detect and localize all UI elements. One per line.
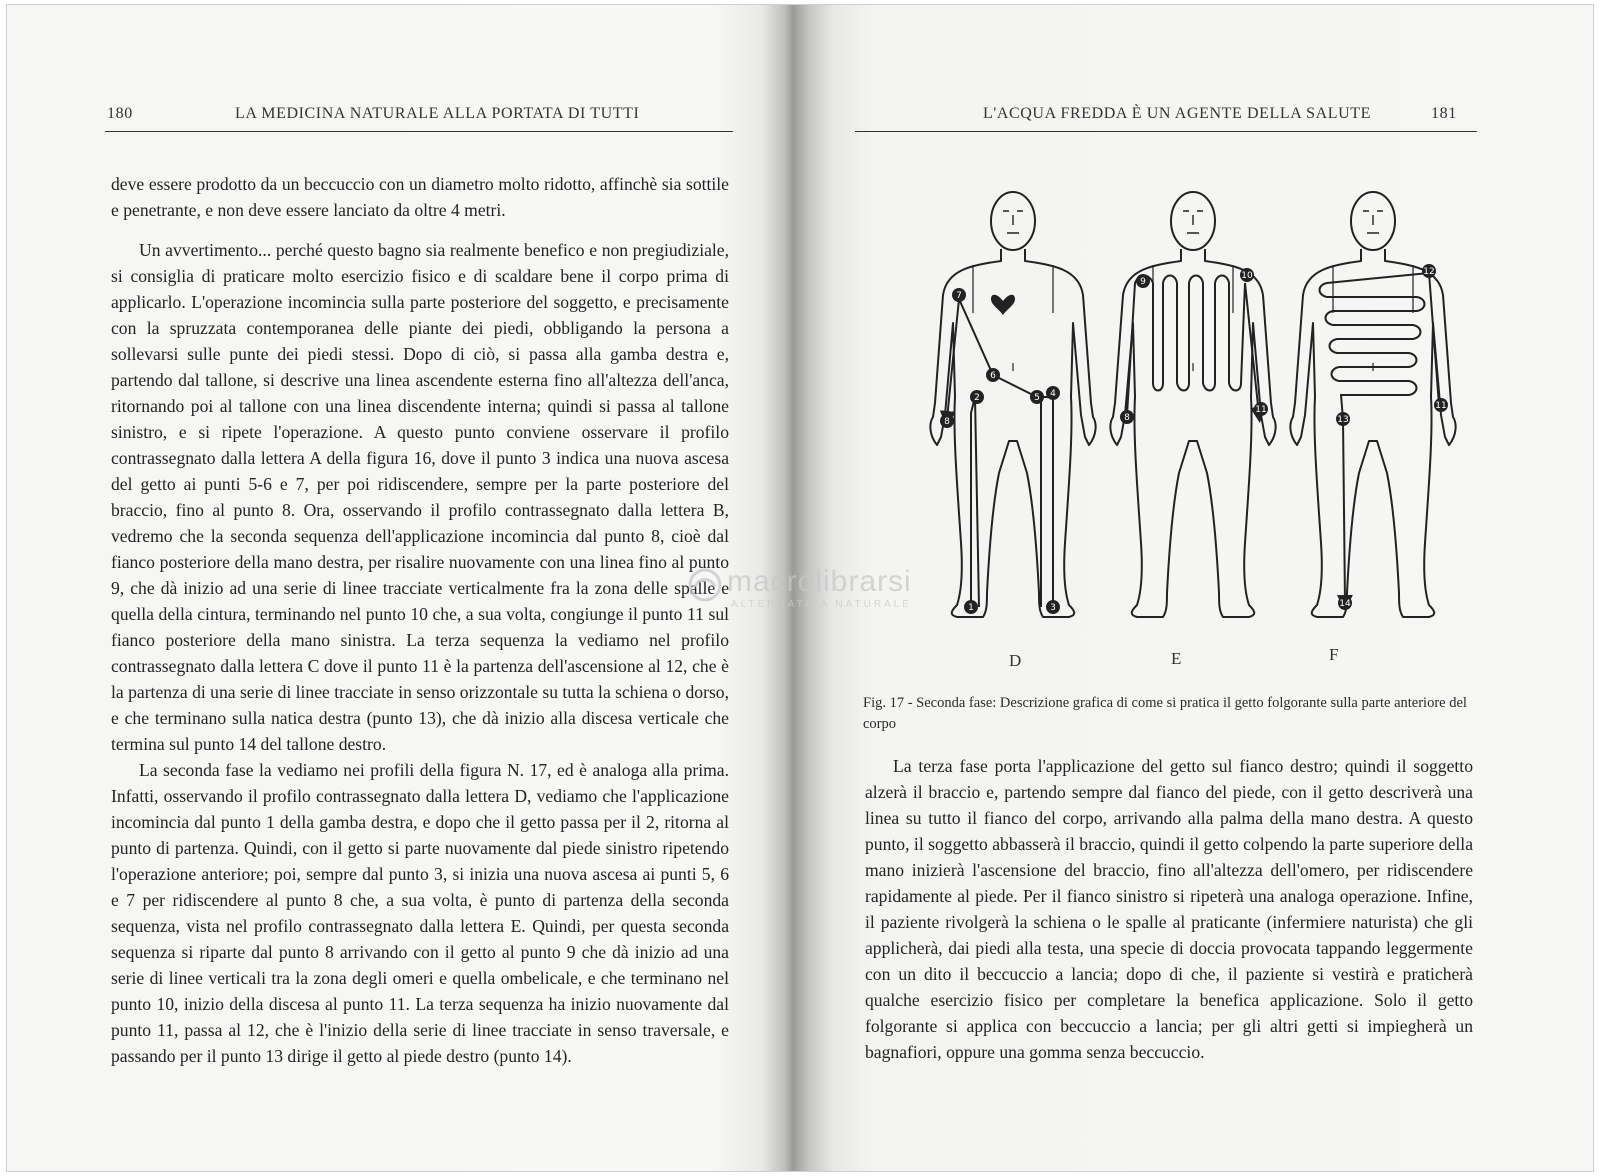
figure-letter-d: D xyxy=(1009,651,1022,670)
left-page xyxy=(7,5,793,1171)
watermark-name: macrolibrarsi xyxy=(727,565,912,598)
body-text-left xyxy=(111,171,729,1069)
page-number-right: 181 xyxy=(1431,105,1457,122)
body-diagram-figure xyxy=(923,183,1463,633)
panel-f-body xyxy=(1290,192,1455,617)
point-label: 8 xyxy=(1124,413,1130,423)
paragraph: La terza fase porta l'applicazione del getto sul fianco destro; quindi il soggetto alzerà il braccio e, partendo sempre dal fianco del piede, con il getto descriverà una linea su tutto il fianco del corpo, arrivando alla palma della mano destra. A questo punto, il soggetto abbasserà il braccio, quindi il getto colpendo la parte superiore della mano inizierà l'ascensione del braccio, fino all'altezza dell'omero, per ridiscendere rapidamente al piede. Per il fianco sinistro si ripeterà una analoga operazione. Infine, il paziente rivolgerà la schiena o le spalle al praticante (infermiere naturista) che gli applicherà, dai piedi alla testa, una specie di doccia provocata tappando leggermente con un dito il beccuccio a lancia; dopo di che, il paziente si vestirà e praticherà qualche esercizio fisico per completare la benefica applicazione. Solo il getto folgorante si applica con beccuccio a lancia; per gli altri getti si impiegherà un bagnafiori, oppure una gomma senza beccuccio. xyxy=(865,756,1473,1062)
body-text-right xyxy=(865,753,1473,1065)
point-label: 1 xyxy=(968,603,974,613)
point-label: 11 xyxy=(1435,401,1447,411)
paragraph: La seconda fase la vediamo nei profili della figura N. 17, ed è analoga alla prima. Infatti, osservando il profilo contrassegnato dalla lettera D, vediamo che l'applicazione incomincia dal punto 1 della gamba destra, e dopo che il getto passa per il 2, ritorna al punto di partenza. Quindi, con il getto si parte nuovamente dal piede sinistro ripetendo l'operazione anteriore; poi, sempre dal punto 3, si inizia una nuova ascesa ai punti 5, 6 e 7 per ridiscendere al punto 8 che, a sua volta, è punto di partenza della seconda sequenza, vista nel profilo contrassegnato dalla lettera E. Quindi, per questa seconda sequenza si riparte dal punto 8 arrivando con il getto al punto 9 che dà inizio ad una serie di linee verticali tra la zona degli omeri e quella ombelicale, e che terminano nel punto 10, inizio della discesa al punto 11. La terza sequenza ha inizio nuovamente dal punto 11, passa al 12, che è l'inizio della serie di linee tracciate in senso traversale, e passando per il punto 13 dirige il getto al piede destro (punto 14). xyxy=(111,760,729,1066)
watermark-tagline: ALTERNATIVA NATURALE xyxy=(731,599,912,610)
page-number-left: 180 xyxy=(107,105,133,122)
paragraph: Un avvertimento... perché questo bagno sia realmente benefico e non pregiudiziale, si consiglia di praticare molto esercizio fisico e di scaldare bene il corpo prima di applicarlo. L'operazione incomincia sulla parte posteriore del soggetto, e precisamente con la spruzzata contemporanea delle piante dei piedi, obbligando la persona a sollevarsi sulle punte dei piedi stessi. Dopo di ciò, si passa alla gamba destra e, partendo dal tallone, si descrive una linea ascendente esterna fino all'altezza dell'anca, ritornando poi al tallone con una linea discendente interna; quindi si passa al tallone sinistro, e si ripete l'operazione. A questo punto conviene osservare il profilo contrassegnato dalla lettera A della figura 16, dove il punto 3 indica una nuova ascesa del getto ai punti 5-6 e 7, per poi ridiscendere, sempre per la parte posteriore del braccio, fino al punto 8. Ora, osservando il profilo contrassegnato dalla lettera B, vedremo che la seconda sequenza dell'applicazione incomincia dal punto 8, cioè dal fianco posteriore della mano destra, per risalire nuovamente con una linea fino al punto 9, che dà inizio ad una serie di linee tracciate verticalmente fra la zona delle spalle e quella della cintura, terminando nel punto 10 che, a sua volta, congiunge il punto 11 sul fianco posteriore della mano sinistra. La terza sequenza la vediamo nel profilo contrassegnato dalla lettera C dove il punto 11 è la partenza dell'ascensione al 12, che è la partenza di una serie di linee tracciate in senso orizzontale su tutta la schiena o dorso, e che terminano sulla natica destra (punto 13), che dà inizio alla discesa verticale che termina sul punto 14 del tallone destro. xyxy=(111,240,729,754)
header-rule-right xyxy=(855,131,1477,132)
figure-letter-f: F xyxy=(1329,645,1339,664)
running-head-right: L'ACQUA FREDDA È UN AGENTE DELLA SALUTE xyxy=(983,105,1372,122)
point-label: 12 xyxy=(1423,267,1435,277)
point-label: 5 xyxy=(1034,393,1040,403)
point-label: 14 xyxy=(1339,599,1351,609)
heart-icon xyxy=(991,295,1015,315)
point-label: 2 xyxy=(974,393,980,403)
point-label: 4 xyxy=(1050,389,1056,399)
paragraph: deve essere prodotto da un beccuccio con un diametro molto ridotto, affinchè sia sottile e penetrante, e non deve essere lanciato da oltre 4 metri. xyxy=(111,174,729,220)
book-spread xyxy=(6,4,1594,1172)
header-rule-left xyxy=(105,131,733,132)
watermark-logo-icon xyxy=(687,567,723,603)
figure-caption: Fig. 17 - Seconda fase: Descrizione grafica di come si pratica il getto folgorante sulla parte anteriore del corpo xyxy=(863,695,1467,732)
panel-d-body xyxy=(930,192,1095,617)
point-label: 7 xyxy=(956,291,962,301)
panel-e-body xyxy=(1110,192,1275,617)
point-label: 10 xyxy=(1241,271,1253,281)
point-label: 11 xyxy=(1255,405,1267,415)
point-label: 13 xyxy=(1337,415,1349,425)
figure-letter-e: E xyxy=(1171,649,1182,668)
point-label: 6 xyxy=(990,371,996,381)
point-label: 8 xyxy=(944,417,950,427)
point-label: 3 xyxy=(1050,603,1056,613)
running-head-left: LA MEDICINA NATURALE ALLA PORTATA DI TUTTI xyxy=(235,105,640,122)
point-label: 9 xyxy=(1140,277,1146,287)
watermark xyxy=(687,565,967,625)
